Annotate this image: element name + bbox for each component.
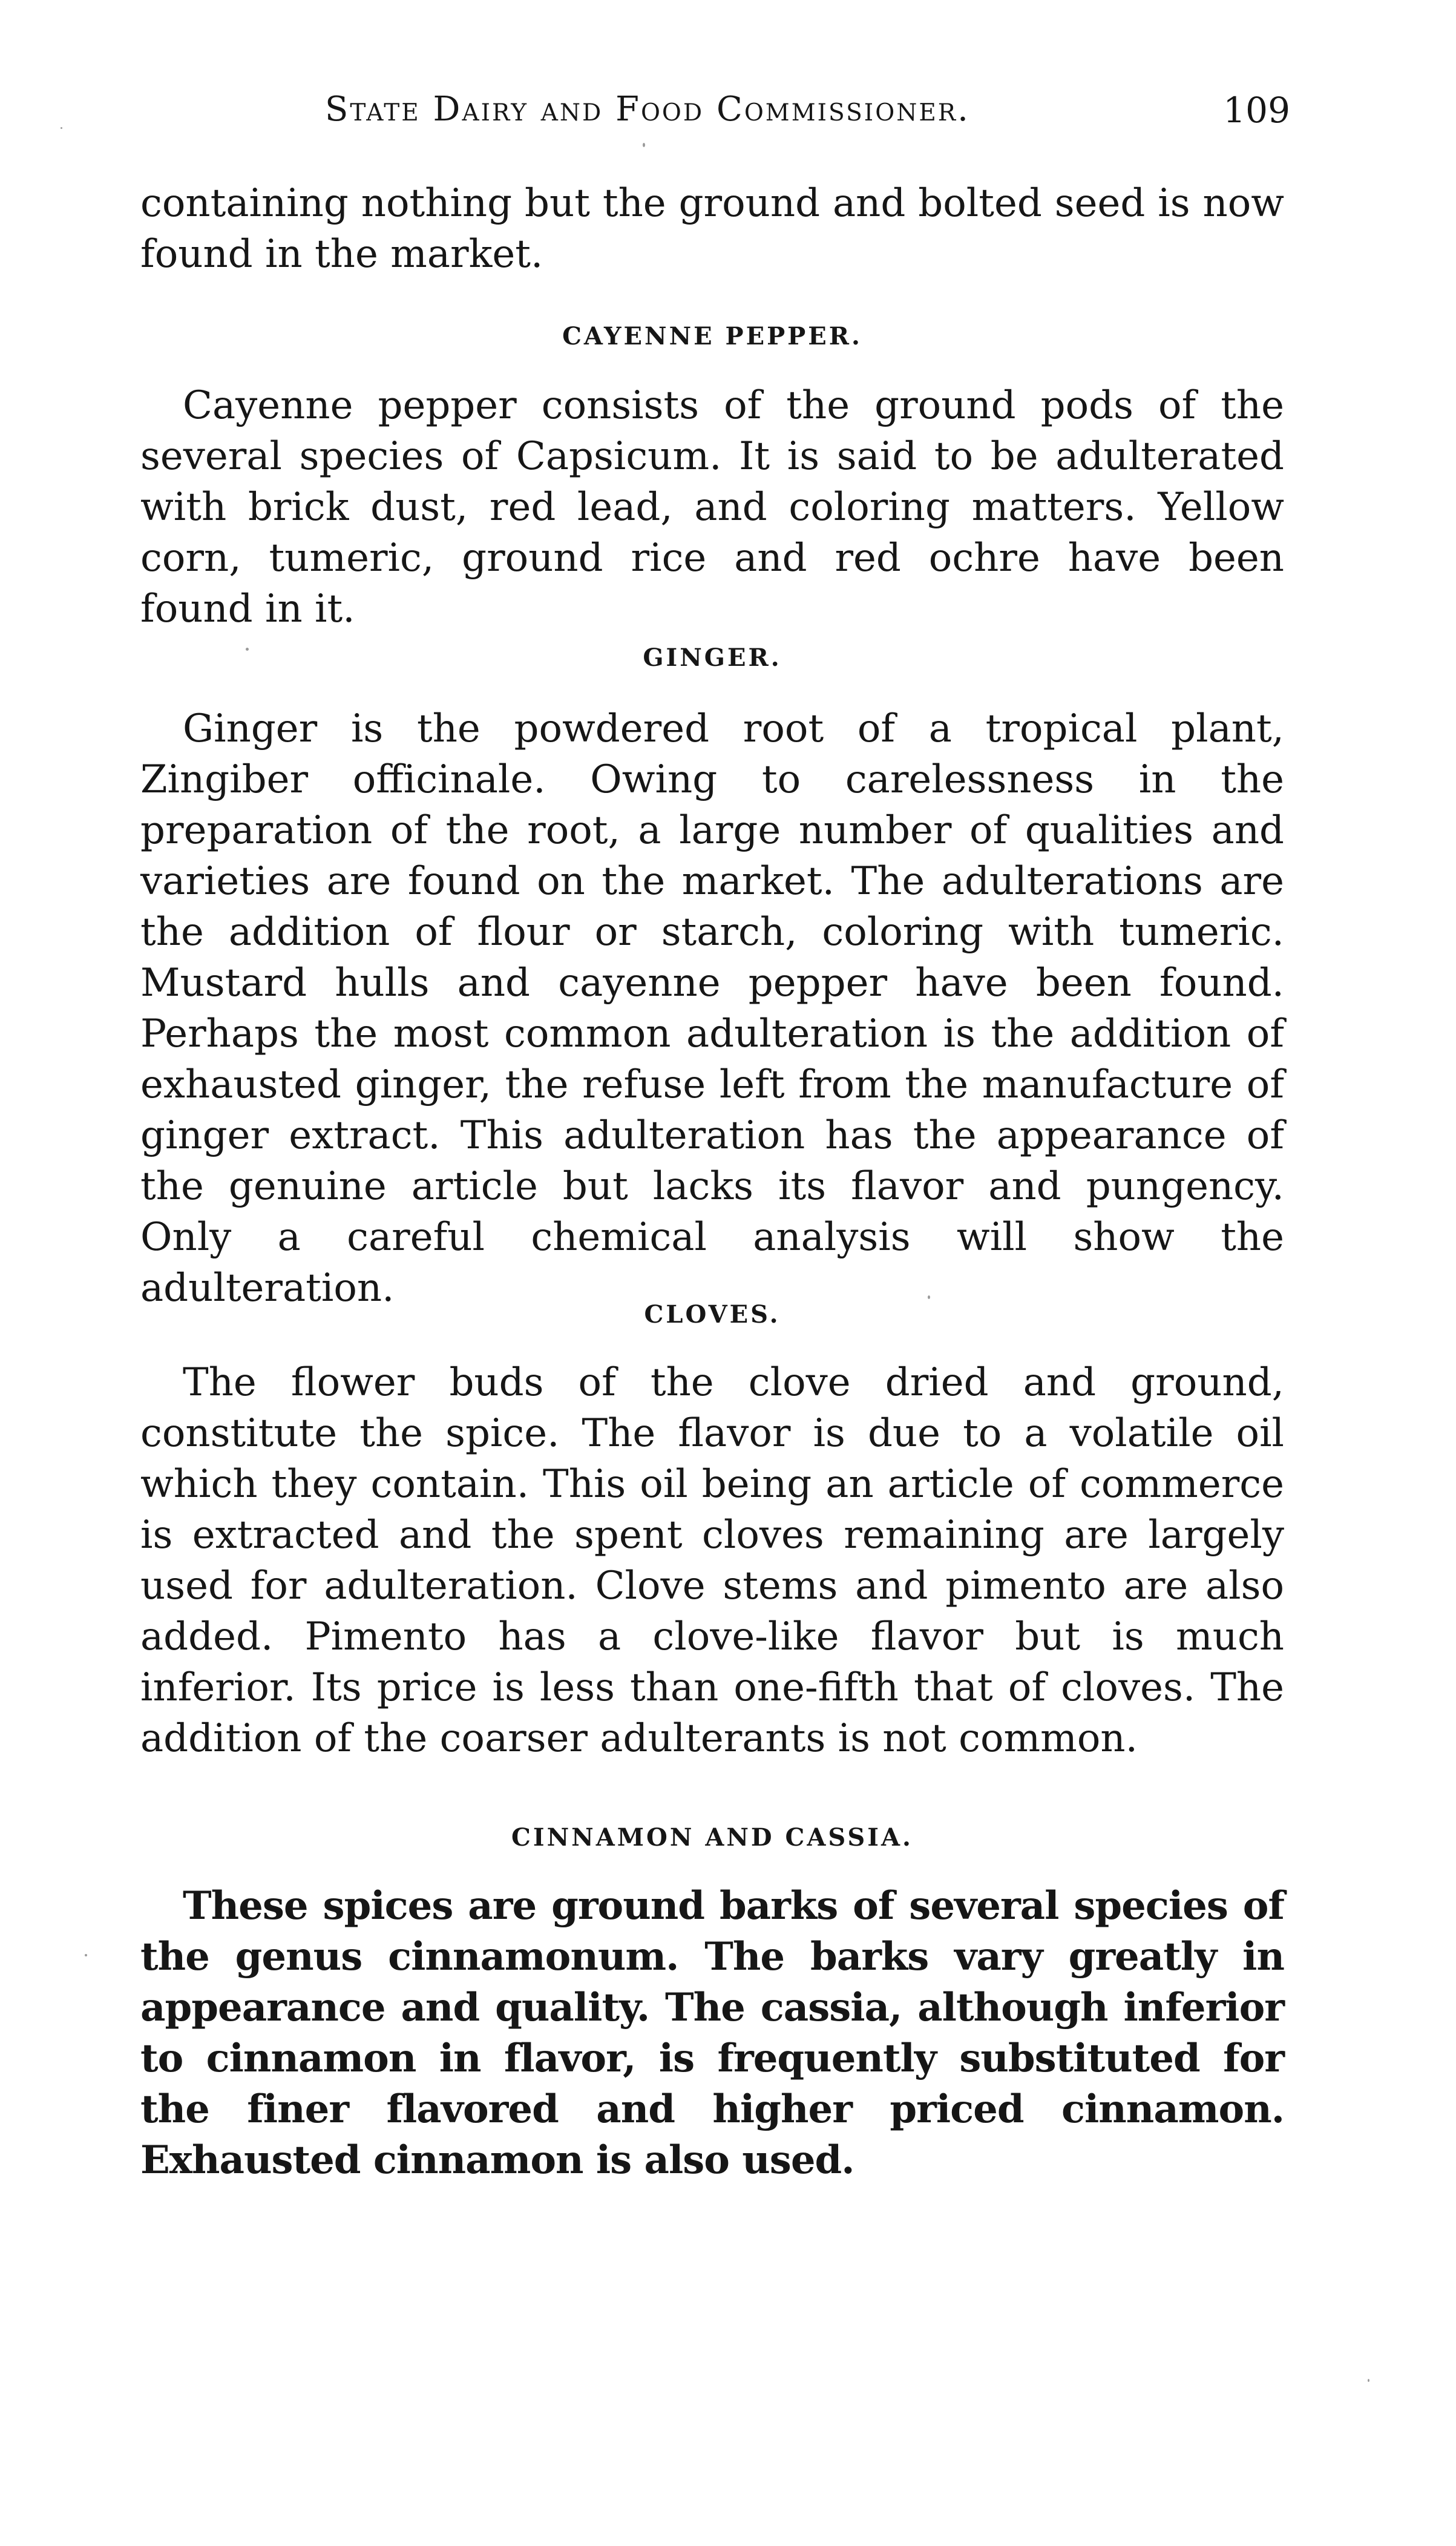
running-title: State Dairy and Food Commissioner. <box>325 90 970 129</box>
paragraph-cloves: The flower buds of the clove dried and ground, constitute the spice. The flavor is due to a volatile oil which they contain. This oil being an article of commerce is extracted and the spent cloves remaining are largely used for adulteration. Clove stems and pimento are also added. Pimento has a clove-like flavor but is much inferior. Its price is less than one-fifth that of cloves. The addition of the coarser adulterants is not common. <box>140 1360 1284 1761</box>
paragraph-cinnamon-and-cassia: These spices are ground barks of several species of the genus cinnamonum. The barks vary greatly in appearance and quality. The cassia, although inferior to cinnamon in flavor, is frequently substituted for the finer flavored and higher priced cinnamon. Exhausted cinnamon is also used. <box>140 1883 1284 2183</box>
paper-speck <box>85 1954 87 1956</box>
continued-paragraph: containing nothing but the ground and bolted seed is now found in the market. <box>140 181 1284 277</box>
paper-speck <box>928 1295 930 1299</box>
heading-cloves: CLOVES. <box>644 1300 781 1329</box>
paper-speck <box>61 127 62 129</box>
paper-speck <box>246 648 249 651</box>
page-number: 109 <box>1223 90 1290 131</box>
paragraph-ginger: Ginger is the powdered root of a tropical plant, Zingiber officinale. Owing to carelessness in the preparation of the root, a large number of qualities and varieties are found on the market. The adulterations are the addition of flour or starch, coloring with tumeric. Mustard hulls and cayenne pepper have been found. Perhaps the most common adulteration is the addition of exhausted ginger, the refuse left from the manufacture of ginger extract. This adulteration has the appearance of the genuine article but lacks its flavor and pungency. Only a careful chemical analysis will show the adulteration. <box>140 706 1284 1311</box>
heading-cayenne-pepper: CAYENNE PEPPER. <box>562 322 862 350</box>
paper-speck <box>643 143 645 147</box>
heading-ginger: GINGER. <box>643 643 782 672</box>
heading-cinnamon-and-cassia: CINNAMON AND CASSIA. <box>511 1823 913 1852</box>
paper-speck <box>1368 2379 1369 2382</box>
running-head <box>140 90 1290 144</box>
paragraph-cayenne-pepper: Cayenne pepper consists of the ground pods of the several species of Capsicum. It is said to be adulterated with brick dust, red lead, and coloring matters. Yellow corn, tumeric, ground rice and red ochre have been found in it. <box>140 383 1284 631</box>
